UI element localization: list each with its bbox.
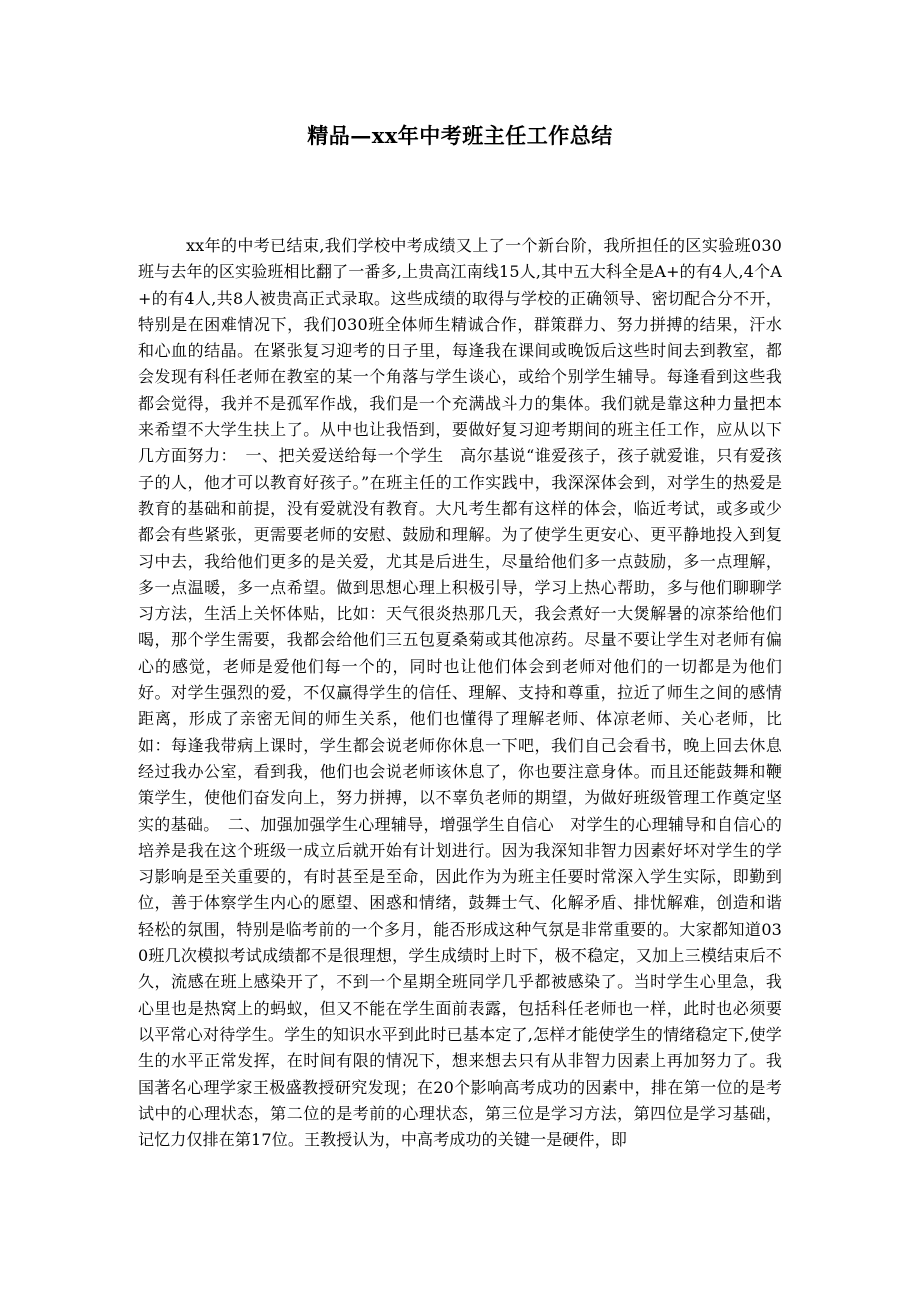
document-title: 精品—xx年中考班主任工作总结 bbox=[307, 123, 613, 148]
document-body-paragraph: xx年的中考已结束,我们学校中考成绩又上了一个新台阶，我所担任的区实验班030班与去年的区实验班相比翻了一番多,上贵高江南线15人,其中五大科全是A+的有4人,4个A+的有4人,共8人被贵高正式录取。这些成绩的取得与学校的正确领导、密切配合分不开，特别是在困难情况下，我们030班全体师生精诚合作，群策群力、努力拼搏的结果，汗水和心血的结晶。在紧张复习迎考的日子里，每逢我在课间或晚饭后这些时间去到教室，都会发现有科任老师在教室的某一个角落与学生谈心，或给个别学生辅导。每逢看到这些我都会觉得，我并不是孤军作战，我们是一个充满战斗力的集体。我们就是靠这种力量把本来希望不大学生扶上了。从中也让我悟到，要做好复习迎考期间的班主任工作，应从以下几方面努力： 一、把关爱送给每一个学生 高尔基说“谁爱孩子，孩子就爱谁，只有爱孩子的人，他才可以教育好孩子。”在班主任的工作实践中，我深深体会到，对学生的热爱是教育的基础和前提，没有爱就没有教育。大凡考生都有这样的体会，临近考试，或多或少都会有些紧张，更需要老师的安慰、鼓励和理解。为了使学生更安心、更平静地投入到复习中去，我给他们更多的是关爱，尤其是后进生，尽量给他们多一点鼓励，多一点理解，多一点温暖，多一点希望。做到思想心理上积极引导，学习上热心帮助，多与他们聊聊学习方法，生活上关怀体贴，比如：天气很炎热那几天，我会煮好一大煲解暑的凉茶给他们喝，那个学生需要，我都会给他们三五包夏桑菊或其他凉药。尽量不要让学生对老师有偏心的感觉，老师是爱他们每一个的，同时也让他们体会到老师对他们的一切都是为他们好。对学生强烈的爱，不仅赢得学生的信任、理解、支持和尊重，拉近了师生之间的感情距离，形成了亲密无间的师生关系，他们也懂得了理解老师、体凉老师、关心老师，比如：每逢我带病上课时，学生都会说老师你休息一下吧，我们自己会看书，晚上回去休息经过我办公室，看到我，他们也会说老师该休息了，你也要注意身体。而且还能鼓舞和鞭策学生，使他们奋发向上，努力拼搏，以不辜负老师的期望，为做好班级管理工作奠定坚实的基础。 二、加强加强学生心理辅导，增强学生自信心 对学生的心理辅导和自信心的培养是我在这个班级一成立后就开始有计划进行。因为我深知非智力因素好坏对学生的学习影响是至关重要的，有时甚至是至命，因此作为为班主任要时常深入学生实际，即勤到位，善于体察学生内心的愿望、困惑和情绪，鼓舞士气、化解矛盾、排忧解难，创造和谐轻松的氛围，特别是临考前的一个多月，能否形成这种气氛是非常重要的。大家都知道030班几次模拟考试成绩都不是很理想，学生成绩时上时下，极不稳定，又加上三模结束后不久，流感在班上感染开了，不到一个星期全班同学几乎都被感染了。当时学生心里急，我心里也是热窝上的蚂蚁，但又不能在学生面前表露，包括科任老师也一样，此时也必须要以平常心对待学生。学生的知识水平到此时已基本定了,怎样才能使学生的情绪稳定下,使学生的水平正常发挥，在时间有限的情况下，想来想去只有从非智力因素上再加努力了。我国著名心理学家王极盛教授研究发现；在20个影响高考成功的因素中，排在第一位的是考试中的心理状态，第二位的是考前的心理状态，第三位是学习方法，第四位是学习基础，记忆力仅排在第17位。王教授认为，中高考成功的关键一是硬件，即 bbox=[138, 236, 782, 1150]
